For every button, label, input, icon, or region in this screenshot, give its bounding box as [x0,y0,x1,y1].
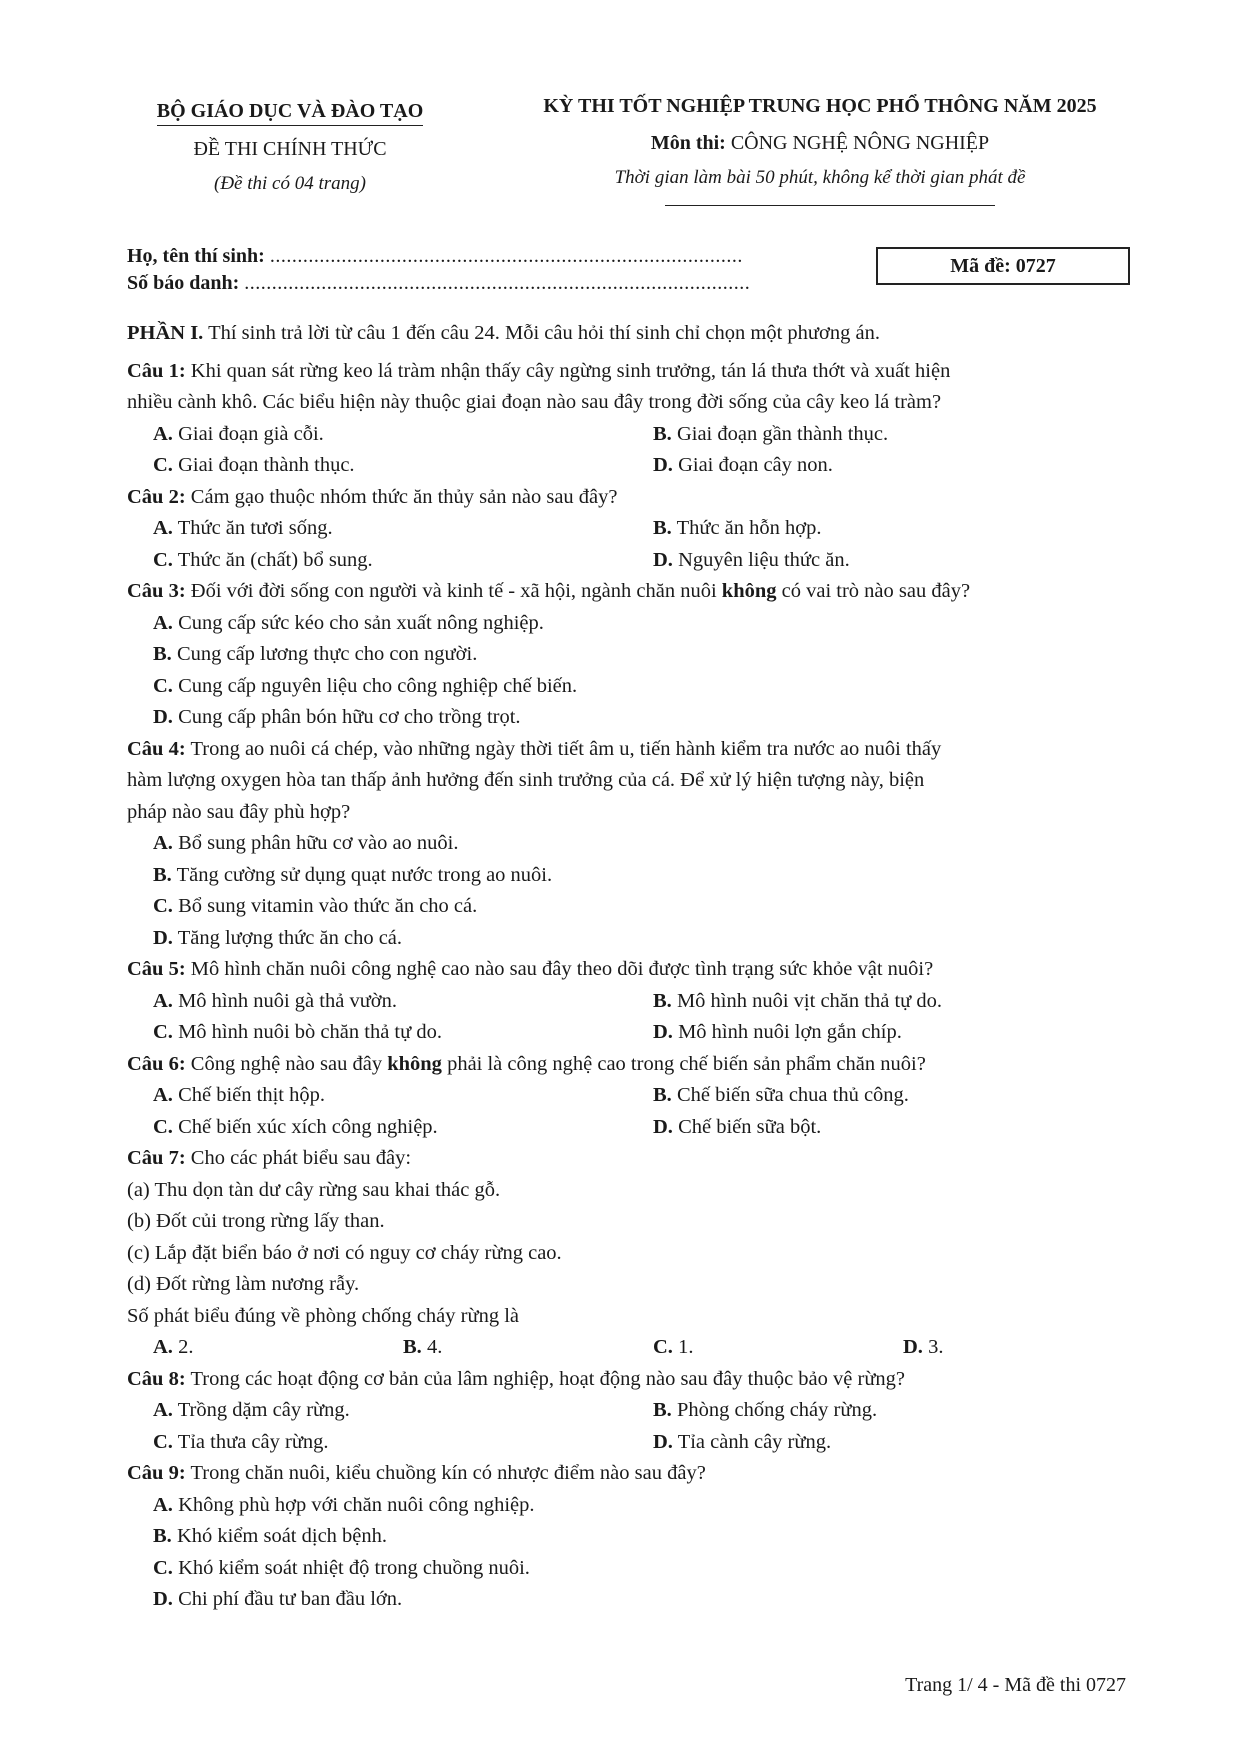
answer-row [127,986,1127,1018]
candidate-id-dots: ............................................................................................ [244,272,751,294]
question-number: Câu 1: [127,359,186,382]
question-number: Câu 2: [127,485,186,508]
part-label: PHẦN I. [127,322,204,344]
subject-label: Môn thi: [650,132,726,154]
answer-option-c[interactable]: C. Cung cấp nguyên liệu cho công nghiệp chế biến. [153,674,578,697]
answer-row [127,419,1127,451]
answer-row [127,1080,1127,1112]
question-number: Câu 7: [127,1147,186,1169]
answer-option-a[interactable]: A. Chế biến thịt hộp. [153,1084,325,1106]
answer-option-a[interactable]: A. Bổ sung phân hữu cơ vào ao nuôi. [153,832,459,854]
statement-c: (c) Lắp đặt biển báo ở nơi có nguy cơ cháy rừng cao. [127,1241,562,1264]
answer-option-b[interactable]: B. Giai đoạn gần thành thục. [653,422,889,445]
question-text: Khi quan sát rừng keo lá tràm nhận thấy cây ngừng sinh trưởng, tán lá thưa thớt và xuất hiện [190,359,951,382]
answer-option-b[interactable]: B. Khó kiểm soát dịch bệnh. [153,1525,388,1547]
header-right [480,95,1160,189]
answer-option-b[interactable]: B. Chế biến sữa chua thủ công. [653,1084,909,1106]
answer-row [127,1112,1127,1144]
answer-option-c[interactable]: C. 1. [653,1336,694,1358]
answer-option-d[interactable]: D. Giai đoạn cây non. [653,454,833,476]
question-text-end: phải là công nghệ cao trong chế biến sản phẩm chăn nuôi? [447,1052,926,1075]
pages-note: (Đề thi có 04 trang) [214,173,366,194]
question-text: Mô hình chăn nuôi công nghệ cao nào sau đây theo dõi được tình trạng sức khỏe vật nuôi? [190,958,934,980]
question-9 [127,1458,1127,1490]
answer-option-b[interactable]: B. Cung cấp lương thực cho con người. [153,643,478,665]
page-footer: Trang 1/ 4 - Mã đề thi 0727 [905,1674,1126,1696]
candidate-name-label: Họ, tên thí sinh: [127,245,265,267]
answer-option-a[interactable]: A. 2. [153,1336,194,1358]
answer-option-d[interactable]: D. Cung cấp phân bón hữu cơ cho trồng trọt. [153,706,521,728]
subject-line [480,132,1160,155]
time-limit: Thời gian làm bài 50 phút, không kể thời gian phát đề [614,167,1026,188]
subject-name: CÔNG NGHỆ NÔNG NGHIỆP [730,132,990,154]
answer-option-a[interactable]: A. Mô hình nuôi gà thả vườn. [153,989,398,1012]
question-number: Câu 6: [127,1052,186,1075]
question-ask: Số phát biểu đúng về phòng chống cháy rừng là [127,1304,519,1327]
question-text: Trong các hoạt động cơ bản của lâm nghiệp, hoạt động nào sau đây thuộc bảo vệ rừng? [190,1367,906,1390]
answer-row [127,513,1127,545]
header-divider [665,205,995,206]
ministry-name: BỘ GIÁO DỤC VÀ ĐÀO TẠO [157,100,424,126]
statement-d: (d) Đốt rừng làm nương rẫy. [127,1273,360,1295]
question-1 [127,356,1127,388]
answer-option-c[interactable]: C. Tỉa thưa cây rừng. [153,1430,329,1453]
question-text: Cho các phát biểu sau đây: [190,1147,412,1169]
answer-row [127,1395,1127,1427]
statement-b: (b) Đốt củi trong rừng lấy than. [127,1210,385,1232]
answer-option-a[interactable]: A. Không phù hợp với chăn nuôi công nghiệp. [153,1493,535,1516]
answer-option-d[interactable]: D. Nguyên liệu thức ăn. [653,548,850,571]
header-left [120,100,460,195]
candidate-name-line [127,245,743,268]
answer-option-d[interactable]: D. Tỉa cành cây rừng. [653,1430,832,1453]
answer-row [127,1427,1127,1459]
answer-row [127,450,1127,482]
statement-a: (a) Thu dọn tàn dư cây rừng sau khai thác gỗ. [127,1178,501,1201]
question-text-cont: pháp nào sau đây phù hợp? [127,800,351,823]
question-text-end: có vai trò nào sau đây? [781,580,971,602]
question-number: Câu 4: [127,737,186,760]
answer-option-c[interactable]: C. Chế biến xúc xích công nghiệp. [153,1115,438,1138]
answer-option-a[interactable]: A. Thức ăn tươi sống. [153,517,333,539]
question-2 [127,482,1127,514]
question-8 [127,1364,1127,1396]
answer-option-d[interactable]: D. Tăng lượng thức ăn cho cá. [153,926,403,949]
answer-row [127,1017,1127,1049]
question-number: Câu 8: [127,1367,186,1390]
question-text: Công nghệ nào sau đây [190,1052,383,1075]
answer-option-c[interactable]: C. Mô hình nuôi bò chăn thả tự do. [153,1021,442,1043]
answer-option-c[interactable]: C. Giai đoạn thành thục. [153,454,355,476]
exam-body [127,318,1127,1616]
answer-row [127,545,1127,577]
question-text: Trong chăn nuôi, kiểu chuồng kín có nhược điểm nào sau đây? [190,1462,706,1484]
answer-option-a[interactable]: A. Trồng dặm cây rừng. [153,1399,350,1421]
question-7 [127,1143,1127,1175]
question-text: Đối với đời sống con người và kinh tế - xã hội, ngành chăn nuôi [190,580,717,602]
question-number: Câu 5: [127,958,186,980]
answer-option-d[interactable]: D. Chế biến sữa bột. [653,1115,822,1138]
answer-option-c[interactable]: C. Khó kiểm soát nhiệt độ trong chuồng nuôi. [153,1556,530,1579]
part-instructions: Thí sinh trả lời từ câu 1 đến câu 24. Mỗi câu hỏi thí sinh chỉ chọn một phương án. [208,322,880,344]
answer-option-b[interactable]: B. 4. [403,1336,443,1358]
question-5 [127,954,1127,986]
answer-option-b[interactable]: B. Tăng cường sử dụng quạt nước trong ao nuôi. [153,863,553,886]
answer-option-d[interactable]: D. Mô hình nuôi lợn gắn chíp. [653,1021,902,1043]
answer-option-a[interactable]: A. Giai đoạn già cỗi. [153,422,324,445]
answer-option-b[interactable]: B. Phòng chống cháy rừng. [653,1399,878,1421]
answer-option-b[interactable]: B. Thức ăn hỗn hợp. [653,517,822,539]
question-emphasis: không [387,1052,442,1075]
candidate-name-dots: ...................................................................................... [269,245,743,267]
answer-option-a[interactable]: A. Cung cấp sức kéo cho sản xuất nông nghiệp. [153,611,544,634]
candidate-id-label: Số báo danh: [127,272,240,294]
part-heading [127,318,1127,350]
question-number: Câu 9: [127,1462,186,1484]
question-6 [127,1049,1127,1081]
question-text: Cám gạo thuộc nhóm thức ăn thủy sản nào sau đây? [190,485,618,508]
answer-option-d[interactable]: D. 3. [903,1336,944,1358]
question-3 [127,576,1127,608]
candidate-id-line [127,272,750,295]
question-text-cont: hàm lượng oxygen hòa tan thấp ảnh hưởng đến sinh trưởng của cá. Để xử lý hiện tượng này, biện [127,769,925,791]
question-emphasis: không [721,580,777,602]
exam-code-box: Mã đề: 0727 [876,247,1130,285]
question-4 [127,734,1127,766]
answer-row [127,1332,1127,1364]
question-text-cont: nhiều cành khô. Các biểu hiện này thuộc giai đoạn nào sau đây trong đời sống của cây keo lá tràm? [127,391,942,413]
question-number: Câu 3: [127,580,186,602]
answer-option-d[interactable]: D. Chi phí đầu tư ban đầu lớn. [153,1588,403,1610]
answer-option-c[interactable]: C. Bổ sung vitamin vào thức ăn cho cá. [153,895,478,917]
question-text: Trong ao nuôi cá chép, vào những ngày thời tiết âm u, tiến hành kiểm tra nước ao nuôi thấy [190,737,942,760]
answer-option-b[interactable]: B. Mô hình nuôi vịt chăn thả tự do. [653,989,942,1012]
answer-option-c[interactable]: C. Thức ăn (chất) bổ sung. [153,548,373,571]
exam-title: KỲ THI TỐT NGHIỆP TRUNG HỌC PHỔ THÔNG NĂM 2025 [543,95,1097,117]
official-label: ĐỀ THI CHÍNH THỨC [193,138,387,160]
